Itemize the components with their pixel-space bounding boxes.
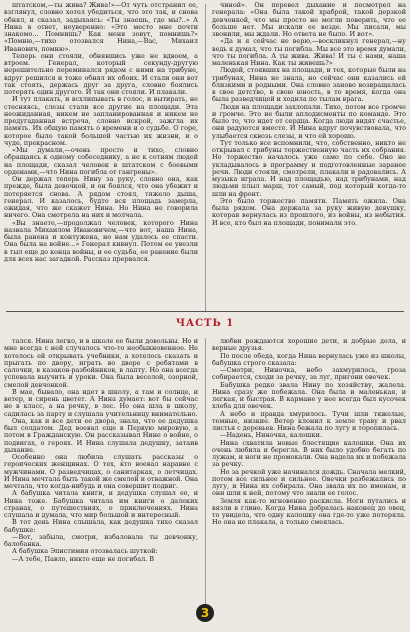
paragraph: —Смотри, Ниночка, небо захмурилось, гроза собирается, сходи за речку, за луг, пригони овечек. <box>212 366 406 382</box>
bottom-right-column <box>212 338 406 628</box>
paragraph: «Мы думали,—очень просто и тихо, словно обращаясь к одному собеседнику, а не к сотням людей на площади, сказал человек в штатском с боевыми орденами,—что Нина погибла от гангрены». <box>4 146 198 176</box>
paragraph: —А тебе, Павло, никто еще не погибал. В <box>12 554 154 563</box>
paragraph: Нина схватила новые блестящие калошки. Она их очень любила и берегла. В них было удобно бегать по лужам, и ноги не промокали. Она надела их и побежала за речку. <box>212 438 406 469</box>
paragraph: «Вы знаете,—продолжал человек, которого Нина назвала Михаилом Ивановичем,—что вот, наша Нина, была ранена и контужена, но нам удалось ее спасти. Она была на войне...» Генерал кивнул. Потом ее увезли в тыл еще до конца войны, и ее судьба, ее ранение были для всех нас загадкой. Рассказ прервался. <box>4 218 198 263</box>
paragraph: А небо и правда хмурилось. Тучи шли тяжелые, темные, низкие. Ветер клонил к земле траву и рвал листья с деревьев. Нина бежала по лугу и торопилась. <box>212 409 406 432</box>
paragraph: А бабушка Эпистимия отозвалась шуткой: <box>12 547 158 556</box>
paragraph: чиной». Он перевел дыхание и посмотрел на генерала: «Она была такой храброй, такой дерзкой девчонкой, что мы просто не могли поверить, что ее больше нет. Мы искали ее везде. Мы писали, мы звонили, мы ждали. Но ответа не было. И вот». <box>212 2 406 38</box>
paragraph: Особенно она любила слушать рассказы о героических женщинах. О тех, кто воевал наравне с мужчинами. О разведчицах, о санитарках, о летчицах. И Нина мечтала быть такой же смелой и отважной. Она мечтала, что когда-нибудь и она совершит подвиг. <box>4 453 198 490</box>
paragraph: В тот день Нина слышала, как дедушка тихо сказал бабушке: <box>4 518 198 534</box>
paragraph: штатском,—ты жива? Жива!»—От чуть отстранил ее, взглянул, словно хотел убедиться, что это так, и снова обнял, и сказал, задыхаясь: «Ты знаешь, где мы?..» А Нина в ответ, неуверенно: «Это место мне почти знакомо... Помнишь? Как меня зовут, помнишь?» «Помню,—тихо отозвался Нина,—Вас, Михаил Иванович, помню». <box>4 2 198 53</box>
top-left-column <box>4 2 198 322</box>
top-right-column <box>212 2 406 322</box>
paragraph: Людей, стоявших на площади, и тех, которые были на трибунах, Нина не знала, но сейчас они казались ей близкими и родными. Она словно заново возвращалась в свое детство, в свою юность, в то время, когда она была разведчицей и ходила по тылам врага. <box>212 66 406 104</box>
paragraph: По после обеда, когда Нина вернулась уже из школы, бабушка строго сказала: <box>212 351 406 367</box>
bottom-left-column <box>4 338 198 628</box>
paragraph: А бабушка читала книги, и дедушка слушал ее, и Нина тоже. Бабушка читала им книги о далеких странах, о путешествиях, о приключениях. Нина слушала и думала, что мир большой и интересный. <box>4 489 198 519</box>
section-divider <box>6 311 404 312</box>
paragraph: Но за речкой уже начинался дождь. Сначала мелкий, потом все сильнее и сильнее. Овечки разбежались по лугу, и Нина их собирала. Она звала их по именам, и они шли к ней, потому что знали ее голос. <box>212 467 406 498</box>
part-heading: ЧАСТЬ 1 <box>175 318 235 329</box>
paragraph: Он держал теперь Нину за руку, словно она, как прежде, была девочкой, и он боялся, что она убежит и потеряется снова. А рядом стоял, тяжело дыша, генерал. И казалось, будто вся площадь замерла, ожидая, что же скажет Нина. Но Нина не говорила ничего. Она смотрела на них и молчала. <box>4 175 198 220</box>
paragraph: Это было торжество памяти. Память ожила. Она была рядом. Она держала за руку живую девушку, которая вернулась из прошлого, из войны, из небытия. И все, кто был на площади, понимали это. <box>212 196 406 227</box>
paragraph: Тут только все вспомнили, что, собственно, никто не открывал с трибуны торжественную часть их собрания. Но торжество началось уже само по себе. Оно не укладывалось в программу и подготовленные заранее речи. Люди стояли, смотрели, плакали и радовались. А музыка играла. И над площадью, над трибунами, над людьми плыл марш, тот самый, под который когда-то шли на фронт. <box>212 138 406 198</box>
page-number-badge: 3 <box>196 604 214 622</box>
paragraph: В мае, бывало, она идет в школу, а там и солнце, и ветер, и сирень цветет. А Нина думает: вот бы сейчас не в класс, а на речку, в лес. Но она шла в школу, садилась за парту и слушала учительницу внимательно. <box>4 387 198 418</box>
paragraph: Люди на площади захлопали. Тихо, потом все громче и громче. Это не были аплодисменты по команде. Это было то, что идет от сердца. Когда люди видят счастье, они радуются вместе. И Нина вдруг почувствовала, что улыбается сквозь слезы, и что ей хорошо. <box>212 102 406 140</box>
paragraph: —Надень, Ниночка, калошки. <box>220 431 323 440</box>
paragraph: Теперь они стояли, обнявшись уже не вдвоем, а втроем. Генерал, который секунду-другую нерешительно переминался рядом с ними на трибуне, вдруг решился и тоже обнял их обоих. И стали они вот так стоять, держась друг за друга, словно боялись потерять один другого. И так они стояли. И плакали. <box>4 51 198 96</box>
paragraph: И тут плакать, и всхлипывать в голос, и вытирать, не стесняясь, слезы стали все другие на площади. Эта неожиданная, никем не запланированная и никем не предугаданная встреча, словно искрой, зажгла их память. Их общую память о времени и о судьбе. О горе, которое было такой большой частью их жизни, и о чуде, прекрасном. <box>4 95 198 147</box>
paragraph: любви рождаются хорошие дети, и добрые дела, и верные друзья. <box>212 338 406 353</box>
paragraph: Бабушка редко звала Нину по хозяйству, жалела. Нина сразу же побежала. Она была и маленькая, и легкая, и быстрая. В кармане у нее всегда был кусочек хлеба для овечек. <box>212 380 406 411</box>
paragraph: Земля как-то мгновенно раскисла. Ноги путались и вязли в глине. Когда Нина добралась наконец до овец, то увидела, что одну калошку она где-то уже потеряла. Но она не плакала, а только смеялась. <box>212 496 406 527</box>
paragraph: «Да и я сейчас не верю,—воскликнул генерал,—ну ведь я думал, что ты погибла. Мы все это время думали, что ты погибла. А ты жива. Жива! И ты с нами, наша маленькая Нина. Как ты живешь?» <box>212 37 406 67</box>
paragraph: тался. Нина легко, и в школе ее были довольны. Но и мне всегда с ней случалось что-то необыкновенное. Не хотелось ей открывать учебники, а хотелось сказать и прыгать по двору, играть во дворе с ребятами в салочки, в казаков-разбойников, в лапту. Но она всегда успевала выучить и уроки. Она была веселой, озорной, смелой девчонкой. <box>4 338 198 389</box>
paragraph: Она, как и все дети ее двора, знала, что ее дедушка был солдатом. Дед воевал еще в Первую мировую, а потом в Гражданскую. Он рассказывал Нине о войне, о подвигах, о героях. И Нина слушала дедушку, затаив дыхание. <box>4 416 198 454</box>
paragraph: —Вот, забыла, смотри, избаловала ты девчонку, балобанка. <box>4 532 198 548</box>
